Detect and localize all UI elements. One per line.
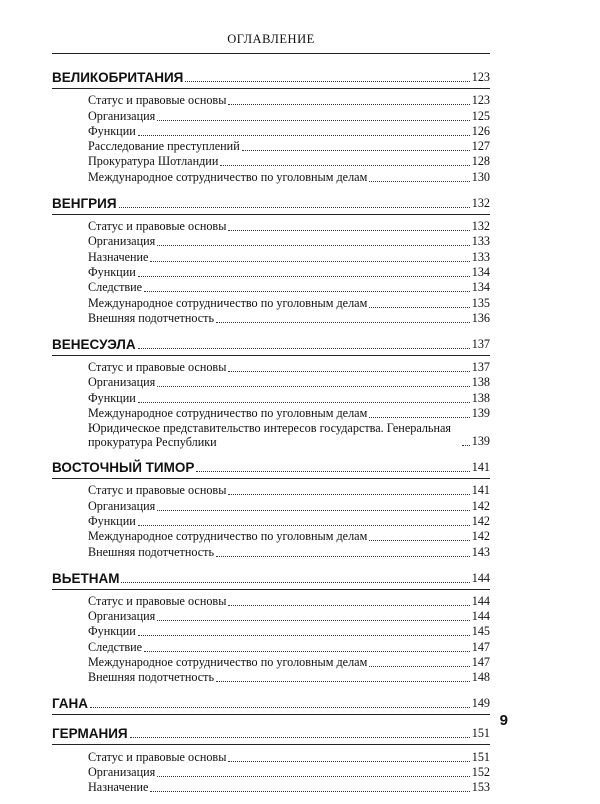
entry-page-number: 148: [471, 670, 490, 685]
entry-title: Функции: [88, 513, 136, 528]
entry-title: Международное сотрудничество по уголовным делам: [88, 406, 368, 421]
leader-dots: [196, 471, 469, 472]
entry-title: Организация: [88, 108, 156, 123]
entry-page-number: 134: [471, 264, 490, 279]
entry-title: Статус и правовые основы: [88, 749, 227, 764]
section-title: ВЕНГРИЯ: [52, 195, 117, 211]
entry-page-number: 153: [471, 780, 490, 795]
entry-page-number: 125: [471, 108, 490, 123]
leader-dots: [157, 620, 469, 621]
section-rule: [52, 478, 490, 479]
toc-entry[interactable]: [52, 93, 490, 108]
leader-dots: [228, 494, 469, 495]
entry-title: Международное сотрудничество по уголовным делам: [88, 529, 368, 544]
entry-page-number: 139: [471, 406, 490, 421]
leader-dots: [228, 761, 469, 762]
entry-page-number: 133: [471, 249, 490, 264]
toc-entry[interactable]: [52, 655, 490, 670]
leader-dots: [138, 135, 470, 136]
entry-title: Расследование преступлений: [88, 139, 240, 154]
section-rule: [52, 88, 490, 89]
toc-entry[interactable]: [52, 390, 490, 405]
leader-dots: [369, 181, 469, 182]
section-title: ВЕНЕСУЭЛА: [52, 336, 136, 352]
toc-entry[interactable]: [52, 765, 490, 780]
entry-page-number: 144: [471, 593, 490, 608]
toc-entry[interactable]: [52, 780, 490, 795]
entry-title: Международное сотрудничество по уголовным делам: [88, 655, 368, 670]
leader-dots: [157, 386, 469, 387]
entry-title: Статус и правовые основы: [88, 93, 227, 108]
leader-dots: [138, 348, 470, 349]
toc-entry[interactable]: [52, 169, 490, 184]
toc-entry[interactable]: [52, 514, 490, 529]
leader-dots: [216, 556, 470, 557]
toc-section: [52, 335, 490, 449]
leader-dots: [220, 165, 469, 166]
section-title: ВЬЕТНАМ: [52, 570, 120, 586]
entry-title: Внешняя подотчетность: [88, 310, 215, 325]
toc-entry[interactable]: [52, 219, 490, 234]
leader-dots: [228, 230, 469, 231]
toc-entry[interactable]: [52, 670, 490, 685]
section-title: ВОСТОЧНЫЙ ТИМОР: [52, 460, 195, 476]
toc-section-heading[interactable]: [52, 458, 490, 475]
entry-title: Организация: [88, 375, 156, 390]
entry-page-number: 142: [471, 529, 490, 544]
entry-title: Следствие: [88, 280, 143, 295]
toc-page: [52, 0, 490, 804]
entry-page-number: 138: [471, 375, 490, 390]
toc-entry[interactable]: [52, 108, 490, 123]
leader-dots: [157, 776, 469, 777]
section-rule: [52, 744, 490, 745]
entry-title: Статус и правовые основы: [88, 483, 227, 498]
leader-dots: [228, 605, 469, 606]
leader-dots: [138, 276, 470, 277]
leader-dots: [228, 104, 469, 105]
leader-dots: [462, 445, 470, 446]
toc-entry[interactable]: [52, 421, 490, 449]
leader-dots: [90, 707, 470, 708]
entry-page-number: 137: [471, 360, 490, 375]
leader-dots: [216, 322, 470, 323]
entry-title: Организация: [88, 764, 156, 779]
entry-page-number: 123: [471, 93, 490, 108]
toc-entry[interactable]: [52, 249, 490, 264]
entry-page-number: 139: [471, 434, 490, 449]
section-page-number: 132: [471, 195, 490, 210]
leader-dots: [119, 207, 470, 208]
toc-entry[interactable]: [52, 609, 490, 624]
leader-dots: [369, 307, 469, 308]
entry-title: Назначение: [88, 249, 149, 264]
entry-page-number: 145: [471, 624, 490, 639]
section-page-number: 141: [471, 460, 490, 475]
entry-page-number: 147: [471, 655, 490, 670]
entry-title: Статус и правовые основы: [88, 219, 227, 234]
entry-page-number: 142: [471, 513, 490, 528]
entry-page-number: 133: [471, 234, 490, 249]
toc-section: [52, 194, 490, 326]
section-title: ГАНА: [52, 696, 89, 712]
toc-section-heading[interactable]: [52, 694, 490, 711]
entry-page-number: 141: [471, 483, 490, 498]
toc-entry[interactable]: [52, 544, 490, 559]
section-rule: [52, 355, 490, 356]
toc-entry[interactable]: [52, 139, 490, 154]
entry-title: Юридическое представительство интересов государства. Генеральная прокуратура Республики: [88, 421, 452, 450]
leader-dots: [144, 651, 470, 652]
page-number: 9: [499, 712, 508, 729]
leader-dots: [150, 791, 469, 792]
entry-title: Статус и правовые основы: [88, 360, 227, 375]
toc-entry[interactable]: [52, 639, 490, 654]
entry-page-number: 144: [471, 609, 490, 624]
section-page-number: 149: [471, 696, 490, 711]
toc-entry[interactable]: [52, 749, 490, 764]
entry-page-number: 132: [471, 219, 490, 234]
entry-title: Внешняя подотчетность: [88, 670, 215, 685]
entry-page-number: 136: [471, 310, 490, 325]
leader-dots: [216, 681, 470, 682]
section-title: ВЕЛИКОБРИТАНИЯ: [52, 70, 184, 85]
toc-section-heading[interactable]: [52, 68, 490, 85]
toc-entry[interactable]: [52, 124, 490, 139]
entry-title: Международное сотрудничество по уголовным делам: [88, 295, 368, 310]
entry-title: Назначение: [88, 780, 149, 795]
entry-title: Внешняя подотчетность: [88, 544, 215, 559]
section-page-number: 151: [471, 726, 490, 741]
entry-title: Организация: [88, 498, 156, 513]
toc-entry[interactable]: [52, 154, 490, 169]
entry-title: Функции: [88, 390, 136, 405]
entry-page-number: 152: [471, 764, 490, 779]
entry-page-number: 127: [471, 139, 490, 154]
leader-dots: [138, 525, 470, 526]
entry-title: Функции: [88, 123, 136, 138]
leader-dots: [228, 371, 469, 372]
toc-section: [52, 694, 490, 715]
section-rule: [52, 589, 490, 590]
leader-dots: [185, 81, 469, 82]
toc-entry[interactable]: [52, 234, 490, 249]
toc-section-heading[interactable]: [52, 569, 490, 586]
leader-dots: [157, 510, 469, 511]
toc-section-heading[interactable]: [52, 335, 490, 352]
leader-dots: [157, 120, 469, 121]
toc-section-heading[interactable]: [52, 194, 490, 211]
entry-page-number: 130: [471, 169, 490, 184]
entry-title: Прокуратура Шотландии: [88, 154, 219, 169]
toc-entry[interactable]: [52, 624, 490, 639]
toc-entry[interactable]: [52, 483, 490, 498]
entry-page-number: 134: [471, 280, 490, 295]
toc-section-heading[interactable]: [52, 724, 490, 741]
section-page-number: 123: [471, 70, 490, 84]
leader-dots: [242, 150, 470, 151]
leader-dots: [138, 635, 470, 636]
leader-dots: [130, 737, 470, 738]
toc-entry[interactable]: [52, 498, 490, 513]
entry-page-number: 142: [471, 498, 490, 513]
toc-section: [52, 724, 490, 795]
entry-title: Организация: [88, 234, 156, 249]
entry-title: Международное сотрудничество по уголовным делам: [88, 169, 368, 184]
entry-page-number: 151: [471, 749, 490, 764]
toc-entry[interactable]: [52, 594, 490, 609]
entry-page-number: 128: [471, 154, 490, 169]
header-rule: [52, 53, 490, 54]
toc-entry[interactable]: [52, 265, 490, 280]
toc-entry[interactable]: [52, 375, 490, 390]
toc-entry[interactable]: [52, 529, 490, 544]
entry-page-number: 147: [471, 639, 490, 654]
entry-page-number: 135: [471, 295, 490, 310]
entry-page-number: 138: [471, 390, 490, 405]
entry-title: Функции: [88, 624, 136, 639]
entry-title: Статус и правовые основы: [88, 593, 227, 608]
leader-dots: [157, 245, 469, 246]
entry-title: Функции: [88, 264, 136, 279]
toc-entry[interactable]: [52, 360, 490, 375]
leader-dots: [144, 291, 470, 292]
leader-dots: [369, 666, 469, 667]
toc-section: [52, 68, 490, 185]
table-of-contents: [52, 68, 490, 795]
toc-entry[interactable]: [52, 295, 490, 310]
leader-dots: [150, 261, 469, 262]
toc-entry[interactable]: [52, 406, 490, 421]
section-rule: [52, 714, 490, 715]
entry-title: Организация: [88, 609, 156, 624]
section-title: ГЕРМАНИЯ: [52, 726, 128, 742]
leader-dots: [369, 417, 469, 418]
entry-page-number: 143: [471, 544, 490, 559]
entry-title: Следствие: [88, 639, 143, 654]
toc-entry[interactable]: [52, 280, 490, 295]
entry-page-number: 126: [471, 123, 490, 138]
section-page-number: 137: [471, 336, 490, 351]
leader-dots: [369, 540, 469, 541]
toc-section: [52, 458, 490, 559]
section-page-number: 144: [471, 570, 490, 585]
page-header: ОГЛАВЛЕНИЕ: [227, 32, 315, 46]
toc-section: [52, 569, 490, 686]
leader-dots: [121, 582, 469, 583]
leader-dots: [138, 402, 470, 403]
section-rule: [52, 214, 490, 215]
toc-entry[interactable]: [52, 311, 490, 326]
